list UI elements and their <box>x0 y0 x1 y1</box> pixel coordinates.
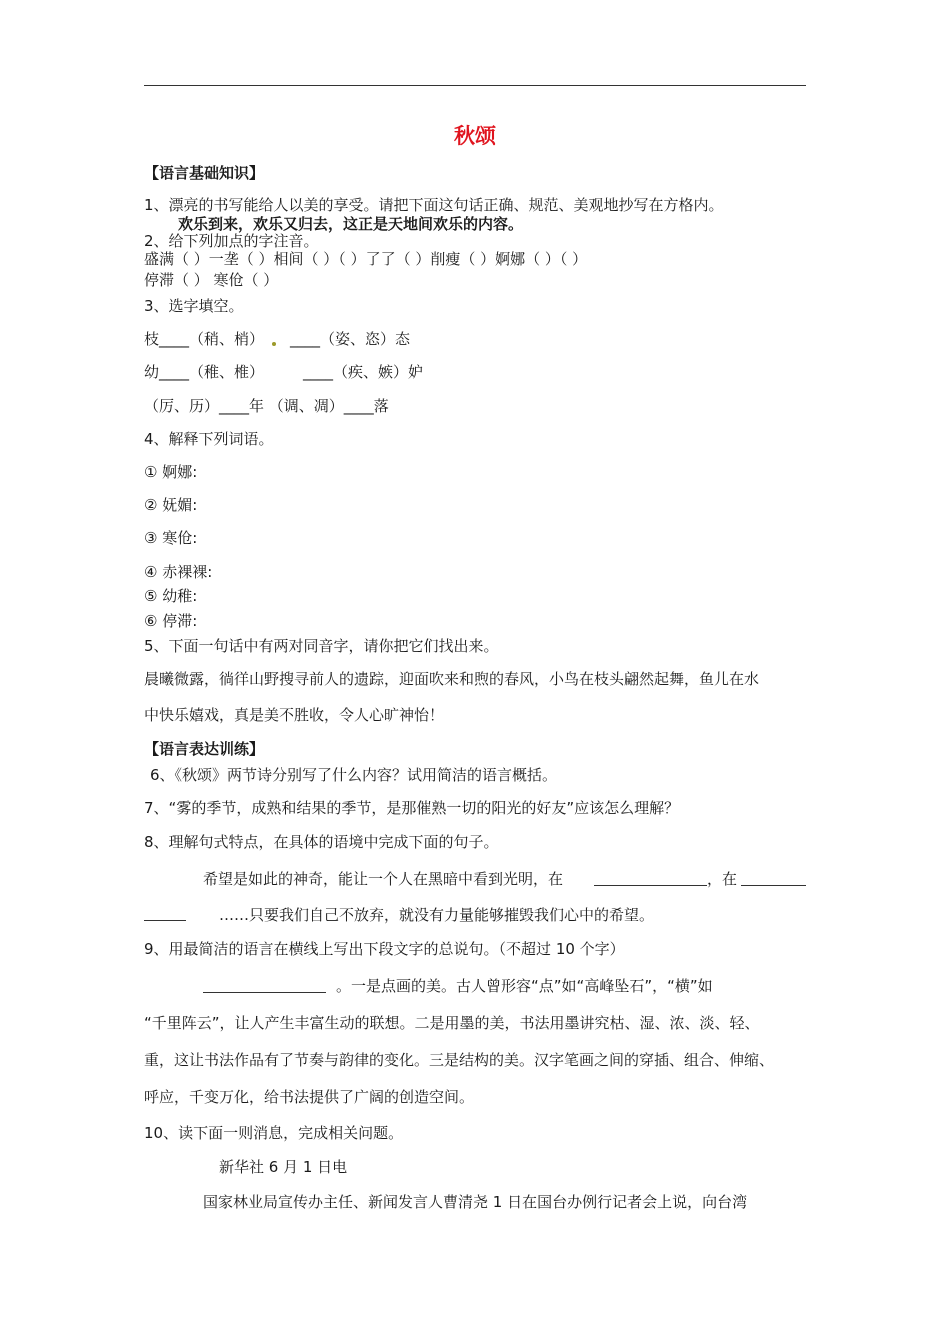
question-2: 2、给下列加点的字注音。 <box>144 232 319 250</box>
question-4-item-3: ③ 寒伧: <box>144 529 198 547</box>
page-title: 秋颂 <box>454 124 496 148</box>
question-4-item-2: ② 妩媚: <box>144 496 198 514</box>
header-rule <box>144 85 806 86</box>
news-paragraph-line-1: 国家林业局宣传办主任、新闻发言人曹清尧 1 日在国台办例行记者会上说，向台湾 <box>203 1193 748 1211</box>
question-9-passage-line-4: 呼应，千变万化，给书法提供了广阔的创造空间。 <box>144 1088 475 1106</box>
question-3-item-2a: 幼____（稚、椎） <box>144 363 265 381</box>
question-8-sentence-part-1: 希望是如此的神奇，能让一个人在黑暗中看到光明，在 <box>203 870 564 888</box>
stray-mark <box>272 342 276 346</box>
answer-blank-1[interactable] <box>594 869 707 886</box>
question-5-passage-line-1: 晨曦微露，徜徉山野搜寻前人的遗踪，迎面吹来和煦的春风，小鸟在枝头翩然起舞，鱼儿在水 <box>144 670 760 688</box>
question-2-line-2: 停滞（ ） 寒伧（ ） <box>144 271 279 289</box>
question-3-item-1b: ____（姿、恣）态 <box>290 330 411 348</box>
question-5: 5、下面一句话中有两对同音字，请你把它们找出来。 <box>144 637 499 655</box>
question-8-sentence-part-3: ……只要我们自己不放弃，就没有力量能够摧毁我们心中的希望。 <box>219 906 655 924</box>
question-2-line-1: 盛满（ ）一垄（ ）相间（ ）（ ）了了（ ）削瘦（ ）婀娜（ ）（ ） <box>144 250 588 268</box>
question-6: 6、《秋颂》两节诗分别写了什么内容？试用简洁的语言概括。 <box>150 766 558 784</box>
question-3-item-2b: ____（疾、嫉）妒 <box>303 363 424 381</box>
question-8-sentence-part-2: ，在 <box>707 870 738 888</box>
question-4-item-6: ⑥ 停滞: <box>144 612 198 630</box>
answer-blank-3[interactable] <box>144 904 186 921</box>
section-heading-basics: 【语言基础知识】 <box>144 164 265 182</box>
question-9-passage-line-3: 重，这让书法作品有了节奏与韵律的变化。三是结构的美。汉字笔画之间的穿插、组合、伸缩、 <box>144 1051 775 1069</box>
question-1-sentence: 欢乐到来，欢乐又归去，这正是天地间欢乐的内容。 <box>178 215 524 233</box>
question-3-item-1a: 枝____（稍、梢） <box>144 330 265 348</box>
question-4-item-4: ④ 赤裸裸: <box>144 563 213 581</box>
question-10: 10、读下面一则消息，完成相关问题。 <box>144 1124 404 1142</box>
question-9-passage-line-2: “千里阵云”，让人产生丰富生动的联想。二是用墨的美，书法用墨讲究枯、湿、浓、淡、轻、 <box>144 1014 760 1032</box>
section-heading-expression: 【语言表达训练】 <box>144 740 265 758</box>
question-8: 8、理解句式特点，在具体的语境中完成下面的句子。 <box>144 833 499 851</box>
answer-blank-4[interactable] <box>203 976 326 993</box>
question-5-passage-line-2: 中快乐嬉戏，真是美不胜收，令人心旷神怡！ <box>144 706 445 724</box>
question-3-item-3: （厉、历）____年 （调、凋）____落 <box>144 397 389 415</box>
answer-blank-2[interactable] <box>741 869 806 886</box>
question-7: 7、“雾的季节，成熟和结果的季节，是那催熟一切的阳光的好友”应该怎么理解？ <box>144 799 680 817</box>
question-1: 1、漂亮的书写能给人以美的享受。请把下面这句话正确、规范、美观地抄写在方格内。 <box>144 196 724 214</box>
question-9-passage-line-1: 。一是点画的美。古人曾形容“点”如“高峰坠石”，“横”如 <box>336 977 713 995</box>
question-4-item-5: ⑤ 幼稚: <box>144 587 198 605</box>
question-4: 4、解释下列词语。 <box>144 430 274 448</box>
news-dateline: 新华社 6 月 1 日电 <box>219 1158 348 1176</box>
question-3: 3、选字填空。 <box>144 297 244 315</box>
question-4-item-1: ① 婀娜: <box>144 463 198 481</box>
question-9: 9、用最简洁的语言在横线上写出下段文字的总说句。（不超过 10 个字） <box>144 940 625 958</box>
